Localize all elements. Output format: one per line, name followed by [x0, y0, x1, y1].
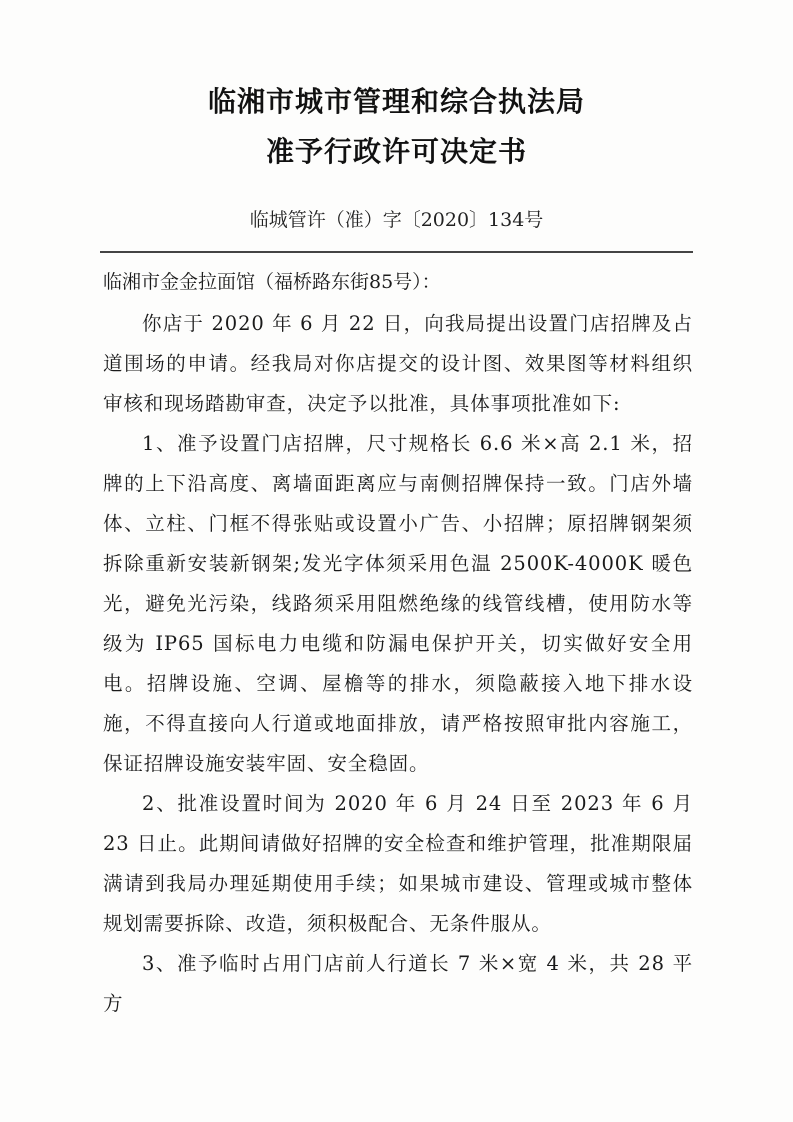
header-divider: [100, 251, 693, 253]
document-number: 临城管许（准）字〔2020〕134号: [249, 209, 544, 231]
document-title-type: 准予行政许可决定书: [265, 135, 527, 168]
document-title-issuer: 临湘市城市管理和综合执法局: [207, 85, 585, 118]
document-body: [103, 304, 693, 1024]
intro-paragraph: 你店于 2020 年 6 月 22 日，向我局提出设置门店招牌及占道围场的申请。经我局对你店提交的设计图、效果图等材料组织审核和现场踏勘审查，决定予以批准，具体事项批准如下:: [103, 312, 693, 415]
item-3-paragraph: 3、准予临时占用门店前人行道长 7 米×宽 4 米，共 28 平方: [103, 952, 693, 1015]
item-1-paragraph: 1、准予设置门店招牌，尺寸规格长 6.6 米×高 2.1 米，招牌的上下沿高度、离墙面距离应与南侧招牌保持一致。门店外墙体、立柱、门框不得张贴或设置小广告、小招牌；原招牌钢架须拆除重新安装新钢架;发光字体须采用色温 2500K-4000K 暖色光，避免光污染，线路须采用阻燃绝缘的线管线槽，使用防水等级为 IP65 国标电力电缆和防漏电保护开关，切实做好安全用电。招牌设施、空调、屋檐等的排水，须隐蔽接入地下排水设施，不得直接向人行道或地面排放，请严格按照审批内容施工，保证招牌设施安装牢固、安全稳固。: [103, 432, 693, 775]
item-2-paragraph: 2、批准设置时间为 2020 年 6 月 24 日至 2023 年 6 月 23 日止。此期间请做好招牌的安全检查和维护管理，批准期限届满请到我局办理延期使用手续；如果城市建设、管理或城市整体规划需要拆除、改造，须积极配合、无条件服从。: [103, 792, 693, 935]
addressee: 临湘市金金拉面馆（福桥路东街85号）：: [103, 271, 441, 293]
